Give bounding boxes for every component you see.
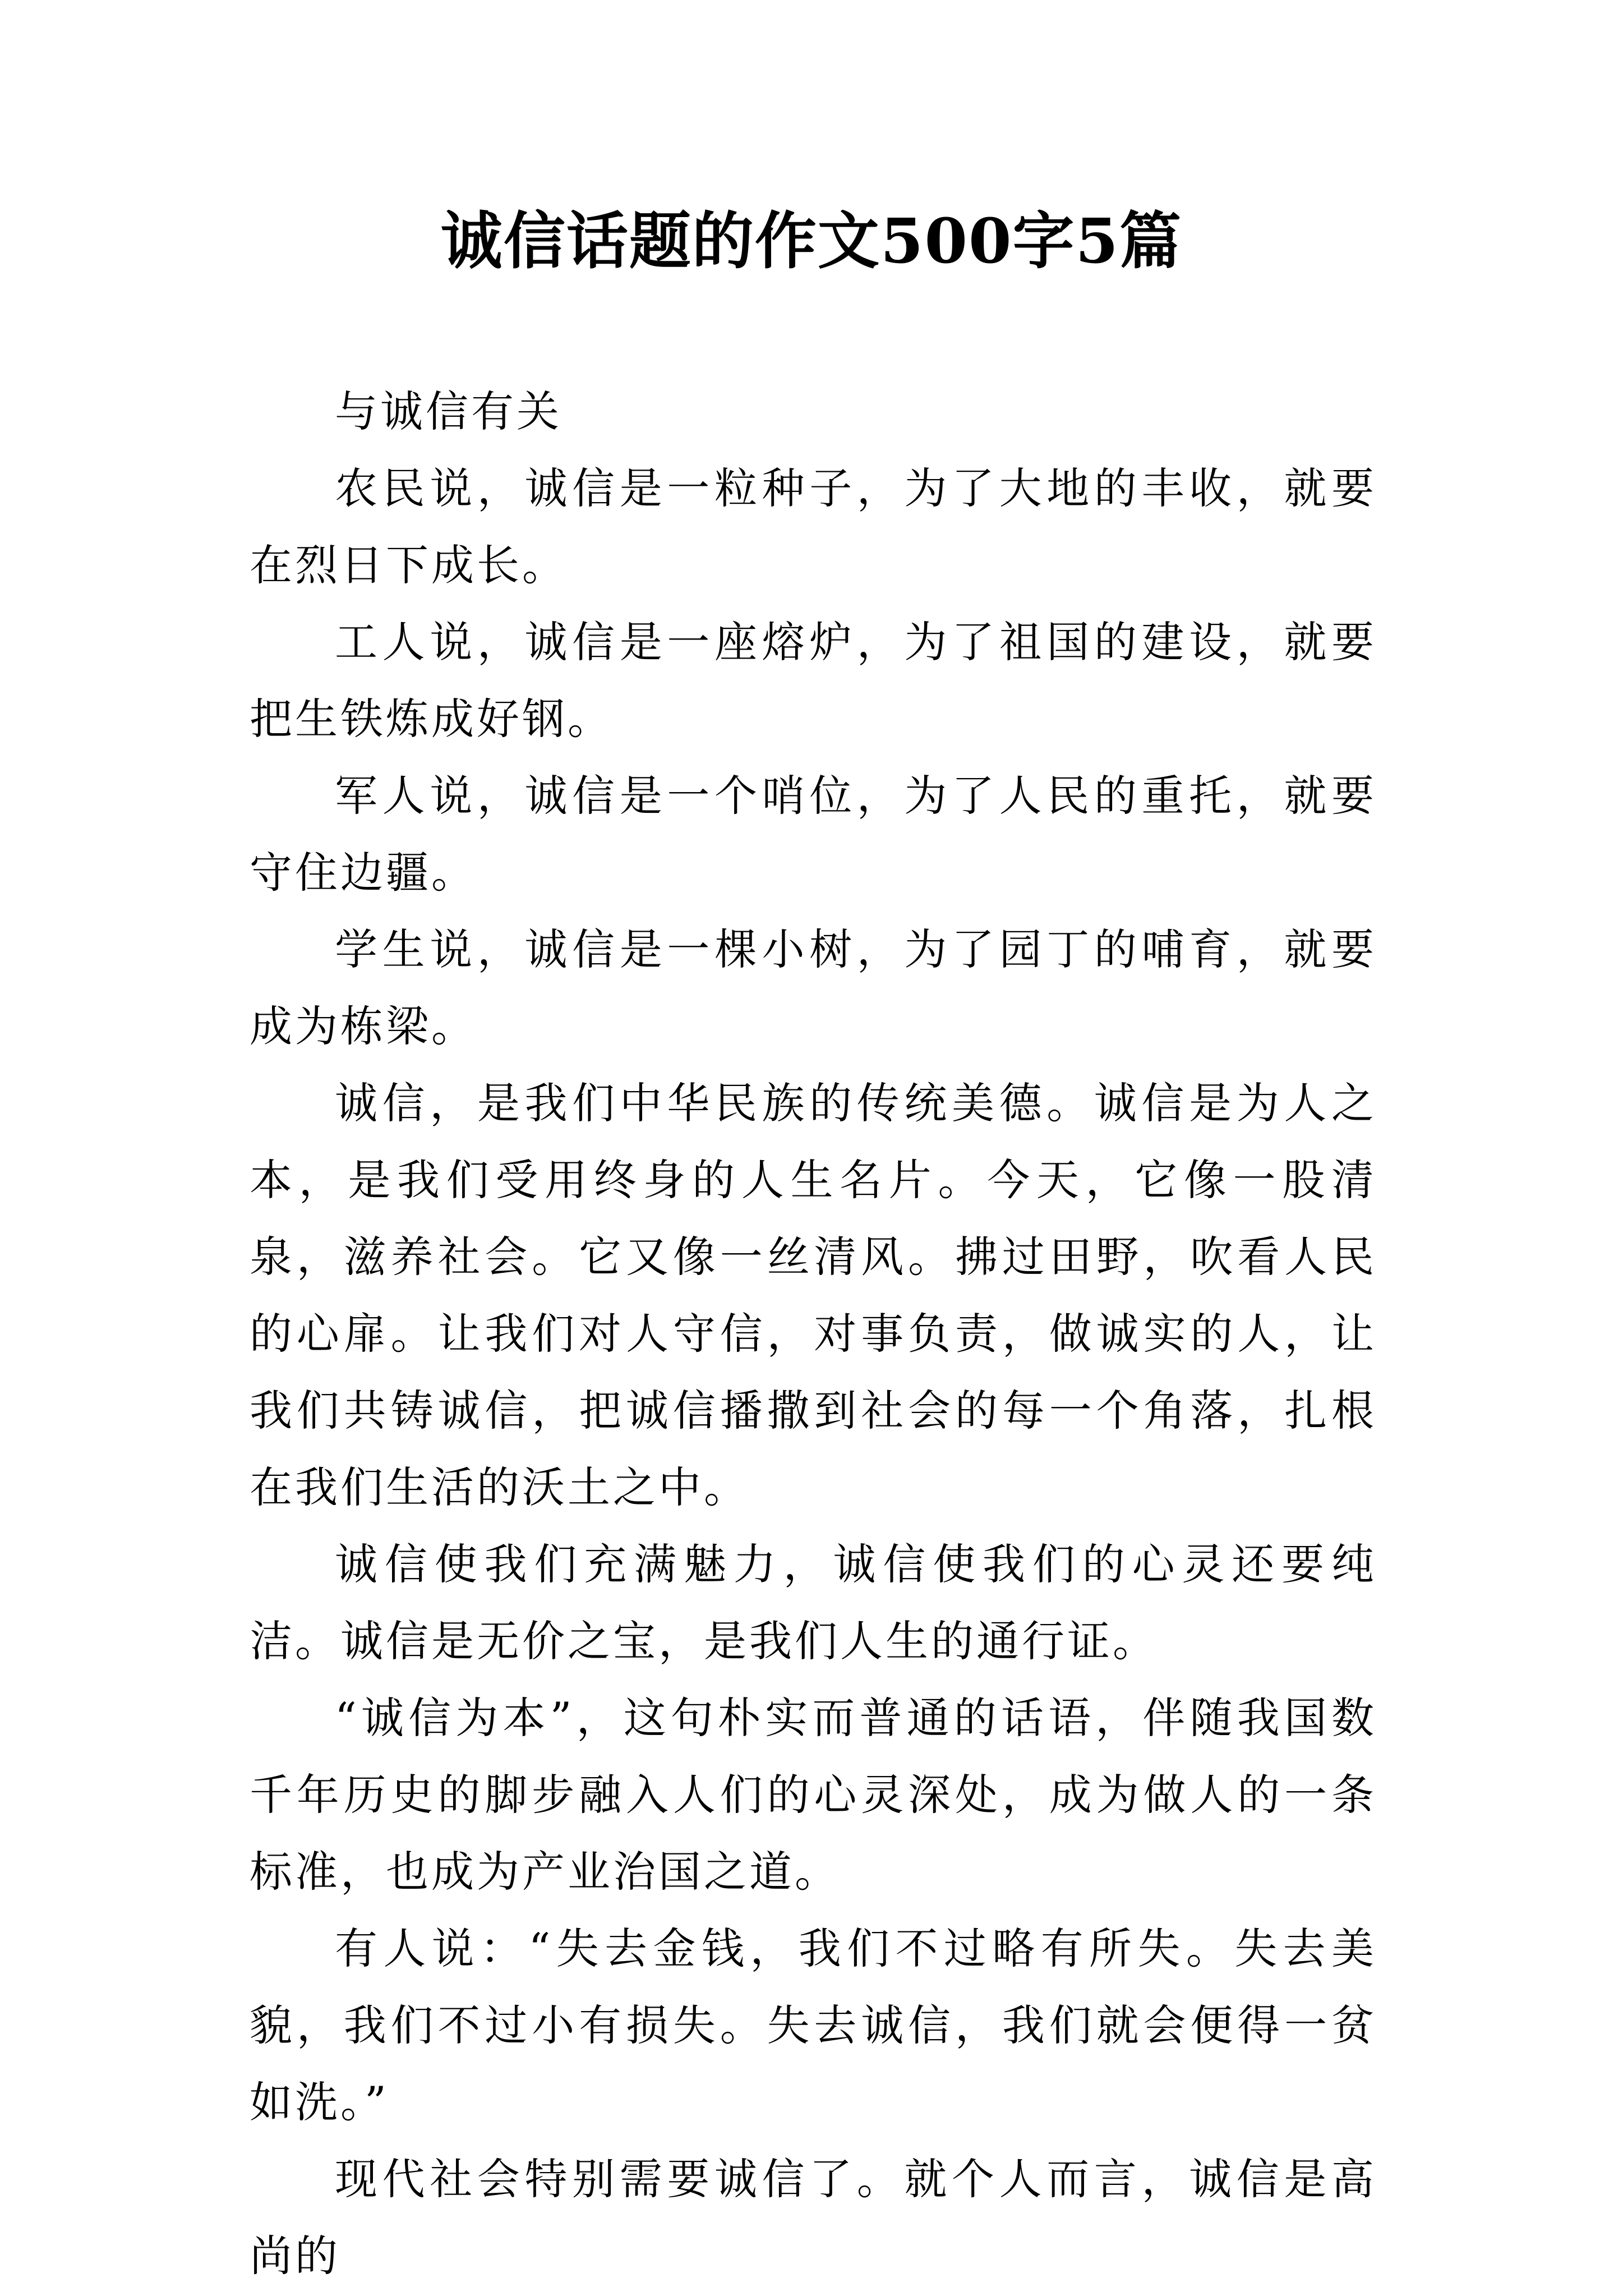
paragraph: 工人说，诚信是一座熔炉，为了祖国的建设，就要把生铁炼成好钢。 [250,617,1377,744]
paragraph: 学生说，诚信是一棵小树，为了园丁的哺育，就要成为栋梁。 [250,924,1377,1051]
paragraph: 军人说，诚信是一个哨位，为了人民的重托，就要守住边疆。 [250,771,1377,898]
document-body [250,373,1377,2294]
paragraph: 现代社会特别需要诚信了。就个人而言，诚信是高尚的 [250,2154,1377,2281]
paragraph: 诚信使我们充满魅力，诚信使我们的心灵还要纯洁。诚信是无价之宝，是我们人生的通行证。 [250,1539,1377,1666]
paragraph: 有人说：“失去金钱，我们不过略有所失。失去美貌，我们不过小有损失。失去诚信，我们就会便得一贫如洗。” [250,1924,1377,2127]
paragraph: “诚信为本”，这句朴实而普通的话语，伴随我国数千年历史的脚步融入人们的心灵深处，成为做人的一条标准，也成为产业治国之道。 [250,1693,1377,1897]
document-title: 诚信话题的作文500字5篇 [440,205,1183,277]
paragraph: 农民说，诚信是一粒种子，为了大地的丰收，就要在烈日下成长。 [250,463,1377,590]
paragraph: 诚信，是我们中华民族的传统美德。诚信是为人之本，是我们受用终身的人生名片。今天，它像一股清泉，滋养社会。它又像一丝清风。拂过田野，吹看人民的心扉。让我们对人守信，对事负责，做诚实的人，让我们共铸诚信，把诚信播撒到社会的每一个角落，扎根在我们生活的沃土之中。 [250,1078,1377,1512]
paragraph: 与诚信有关 [335,386,562,436]
